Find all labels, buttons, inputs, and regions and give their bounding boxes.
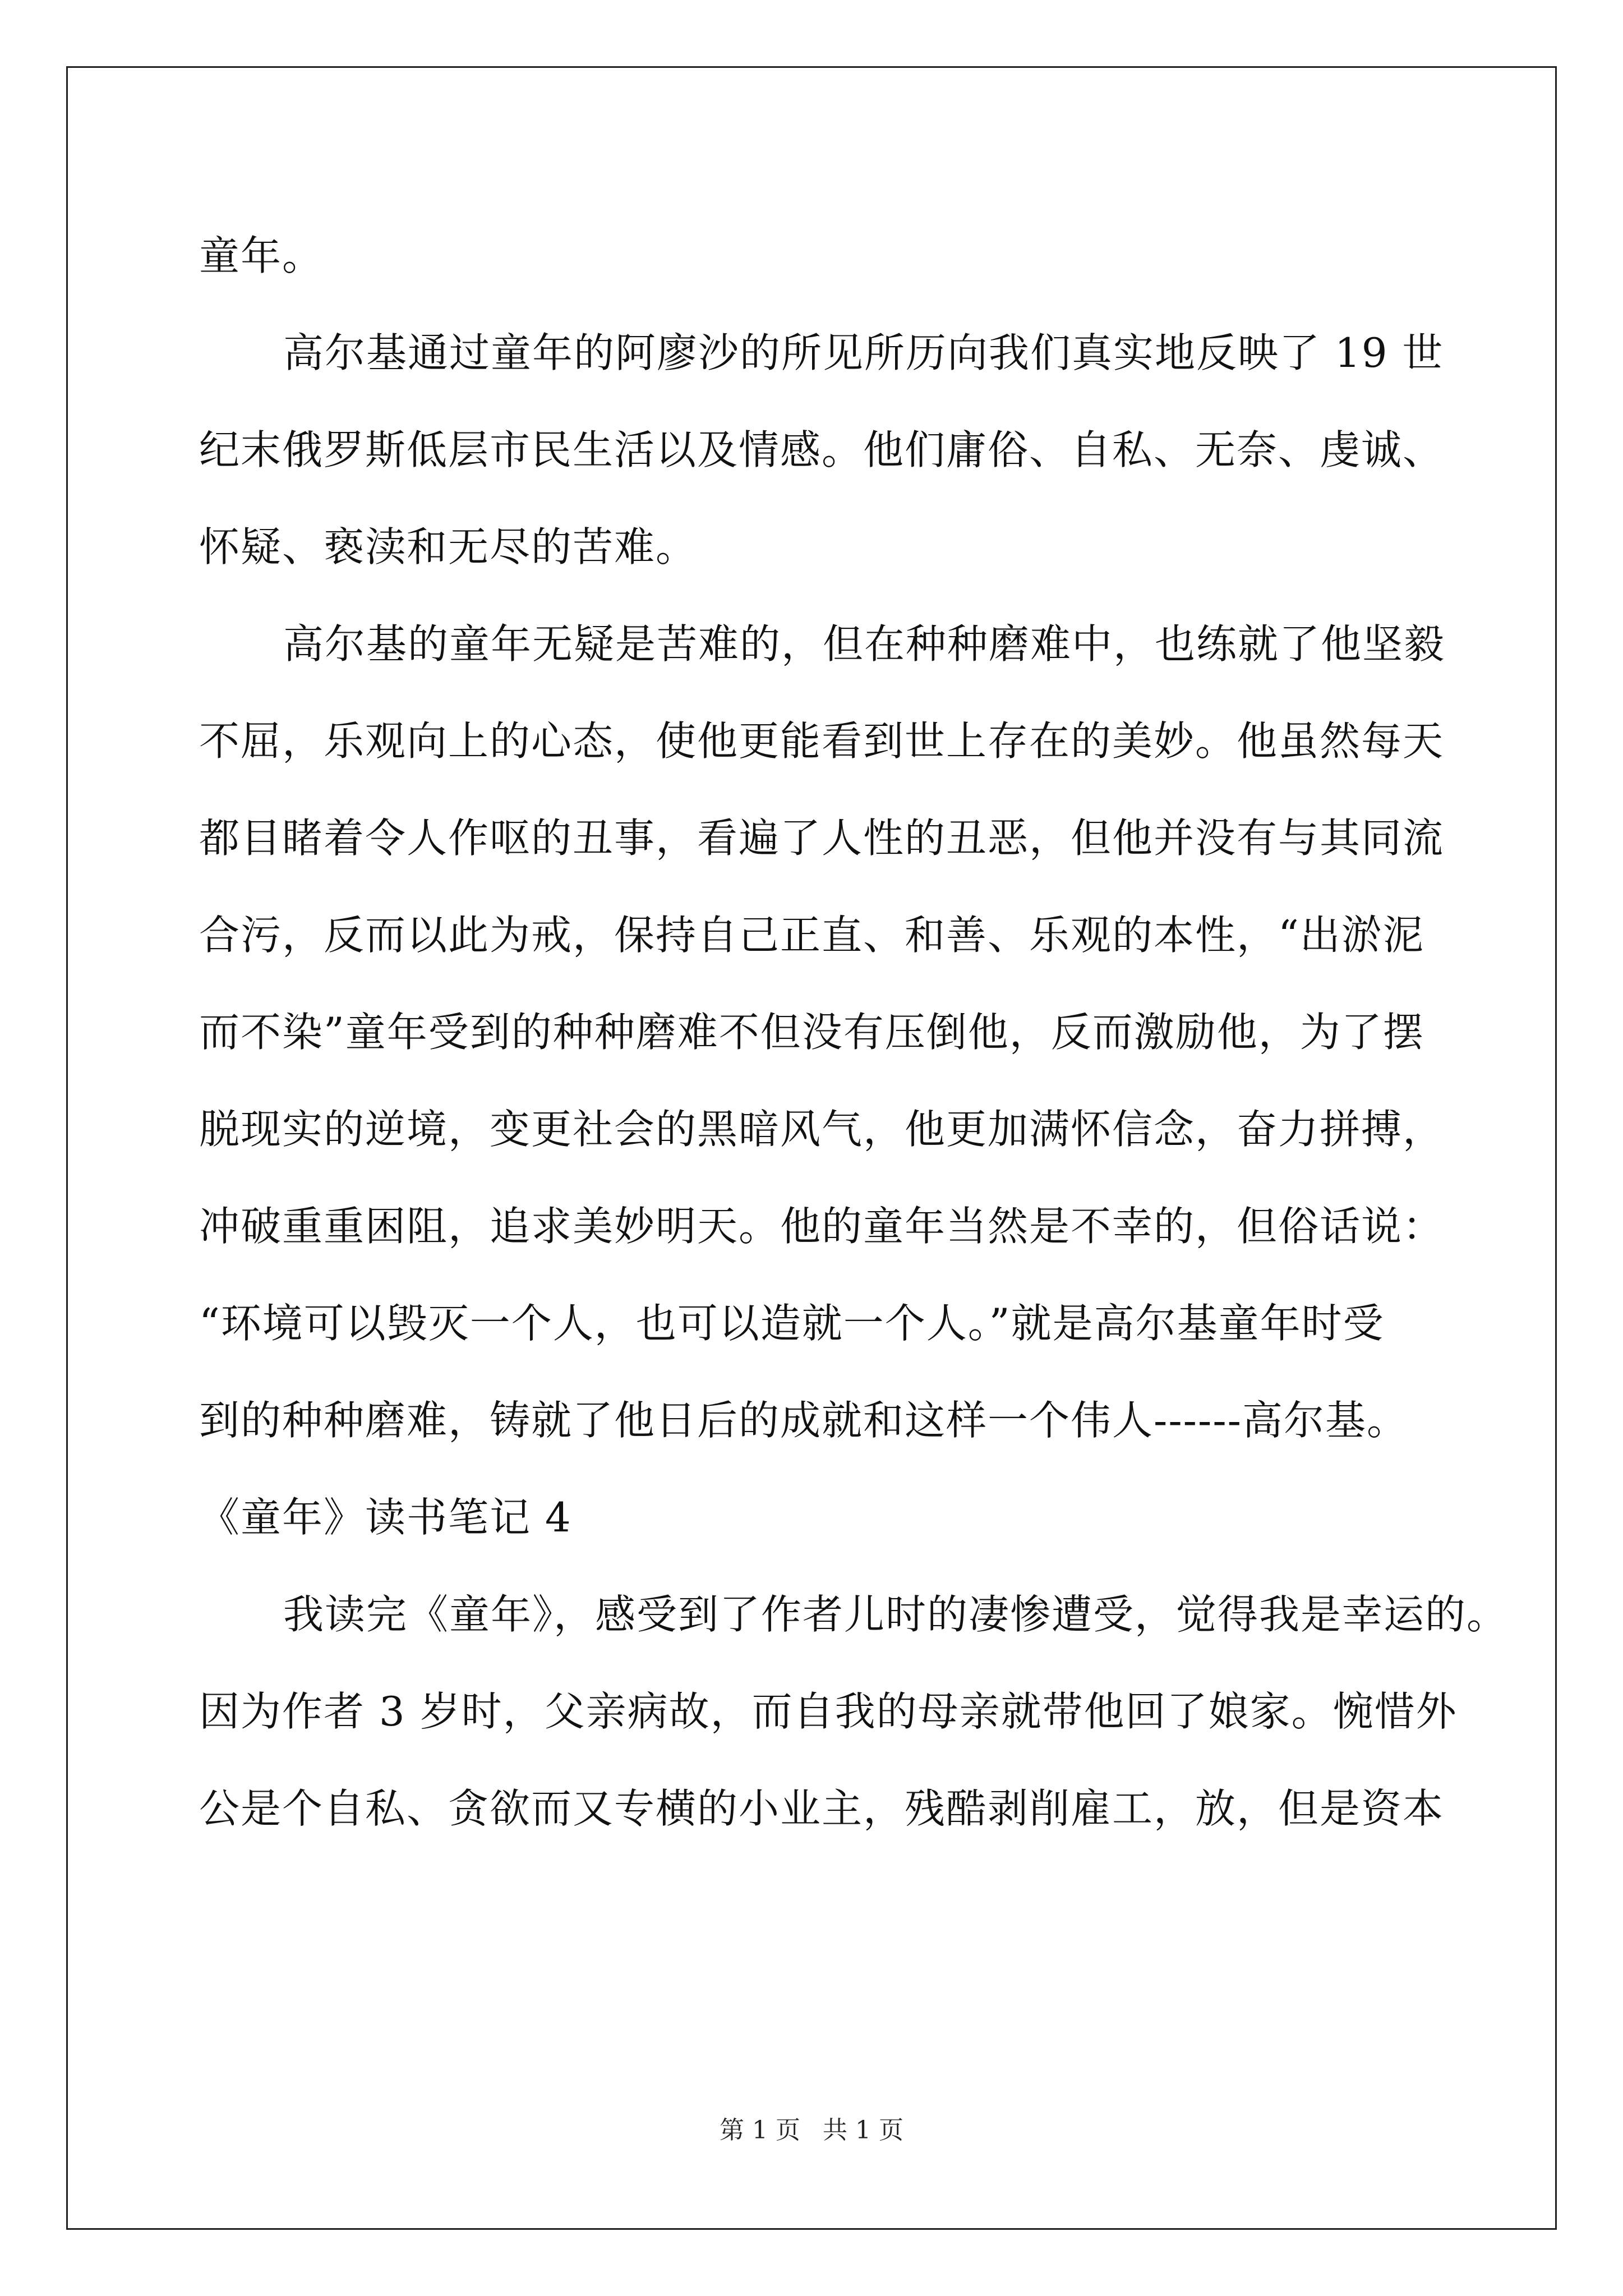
page-total: 共 1 页 — [823, 2116, 903, 2145]
text-line: “环境可以毁灭一个人，也可以造就一个人。”就是高尔基童年时受 — [199, 1300, 1385, 1347]
page-number: 第 1 页 — [720, 2116, 800, 2145]
text-line: 而不染”童年受到的种种磨难不但没有压倒他，反而激励他，为了摆 — [199, 1009, 1424, 1056]
text-line: 合污，反而以此为戒，保持自己正直、和善、乐观的本性，“出淤泥 — [199, 912, 1424, 959]
text-line: 童年。 — [199, 232, 324, 279]
paragraph-start: 高尔基的童年无疑是苦难的，但在种种磨难中，也练就了他坚毅 — [283, 620, 1446, 668]
paragraph-start: 高尔基通过童年的阿廖沙的所见所历向我们真实地反映了 19 世 — [283, 329, 1444, 376]
section-heading: 《童年》读书笔记 4 — [199, 1494, 572, 1541]
text-line: 到的种种磨难，铸就了他日后的成就和这样一个伟人------高尔基。 — [199, 1397, 1408, 1444]
text-line: 因为作者 3 岁时，父亲病故，而自我的母亲就带他回了娘家。惋惜外 — [199, 1688, 1458, 1735]
page-footer — [0, 2114, 1623, 2147]
text-line: 冲破重重困阻，追求美妙明天。他的童年当然是不幸的，但俗话说： — [199, 1203, 1445, 1250]
text-line: 不屈，乐观向上的心态，使他更能看到世上存在的美妙。他虽然每天 — [199, 717, 1445, 765]
text-line: 都目睹着令人作呕的丑事，看遍了人性的丑恶，但他并没有与其同流 — [199, 815, 1445, 862]
document-body — [199, 208, 1509, 1857]
text-line: 公是个自私、贪欲而又专横的小业主，残酷剥削雇工，放，但是资本 — [199, 1785, 1445, 1832]
text-line: 怀疑、亵渎和无尽的苦难。 — [199, 523, 698, 570]
text-line: 纪末俄罗斯低层市民生活以及情感。他们庸俗、自私、无奈、虔诚、 — [199, 426, 1445, 473]
paragraph-start: 我读完《童年》，感受到了作者儿时的凄惨遭受，觉得我是幸运的。 — [283, 1591, 1509, 1638]
text-line: 脱现实的逆境，变更社会的黑暗风气，他更加满怀信念，奋力拼搏， — [199, 1106, 1445, 1153]
